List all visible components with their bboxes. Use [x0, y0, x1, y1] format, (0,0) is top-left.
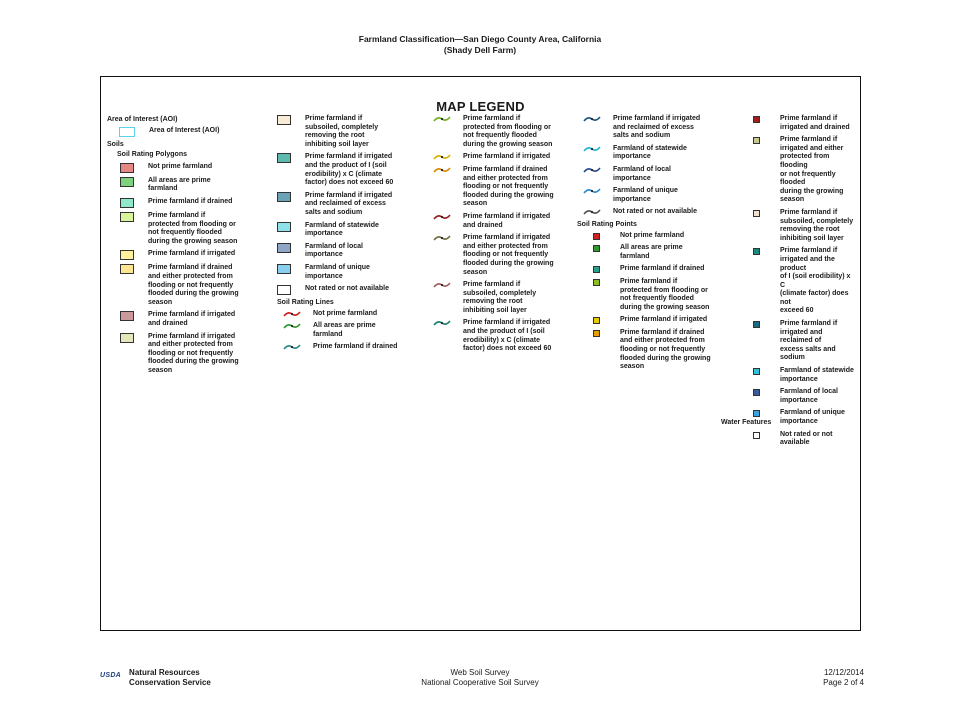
footer-date: 12/12/2014: [823, 668, 864, 677]
point-symbol: [753, 368, 760, 375]
legend-item-polygon-12: [277, 243, 427, 260]
point-symbol: [593, 317, 600, 324]
legend-item-label: Prime farmland if protected from flooding or not frequently flooded during the growing season: [620, 277, 710, 311]
soils-heading: Soils: [107, 140, 124, 148]
legend-item-label: Prime farmland if protected from flooding or not frequently flooded during the growing season: [148, 211, 238, 245]
legend-item-polygon-5: [107, 264, 267, 307]
legend-item-line-13: [577, 187, 737, 204]
legend-item-label: Prime farmland if irrigated and reclaimed of excess salts and sodium: [305, 191, 393, 216]
legend-item-polygon-1: [107, 177, 267, 194]
legend-item-label: Prime farmland if irrigated and the product of I (soil erodibility) x C (climate factor) does not exceed 60: [463, 319, 552, 353]
point-symbol: [593, 279, 600, 286]
point-symbol: [753, 137, 760, 144]
legend-item-label: Farmland of statewide importance: [780, 367, 854, 383]
legend-item-point-14: [737, 431, 857, 448]
legend-item-label: Farmland of unique importance: [305, 263, 370, 280]
line-symbol: [283, 310, 301, 318]
aoi-heading: Area of Interest (AOI): [107, 116, 178, 123]
legend-item-label: Prime farmland if irrigated: [463, 153, 551, 161]
legend-column-4: [577, 115, 737, 376]
legend-item-line-4: [427, 153, 577, 162]
legend-column-2: [277, 115, 427, 356]
legend-item-point-11: [737, 367, 857, 384]
line-symbol: [283, 322, 301, 330]
polygon-swatch: [277, 243, 291, 253]
document-header: [0, 34, 960, 56]
legend-item-polygon-7: [107, 333, 267, 376]
line-symbol: [433, 213, 451, 221]
legend-item-point-5: [577, 329, 737, 372]
point-symbol: [753, 389, 760, 396]
legend-item-line-7: [427, 234, 577, 277]
legend-item-label: Prime farmland if drained and either protected from flooding or not frequently flooded during the growing season: [463, 165, 554, 208]
legend-item-line-0: [277, 310, 427, 319]
polygon-swatch: [277, 115, 291, 125]
legend-item-label: Farmland of statewide importance: [305, 221, 379, 238]
footer-center: [0, 668, 960, 688]
point-symbol: [753, 210, 760, 217]
polygon-swatch: [277, 264, 291, 274]
line-symbol: [583, 145, 601, 153]
agency-line-1: Natural Resources: [129, 668, 200, 677]
legend-item-point-12: [737, 388, 857, 405]
legend-item-label: Prime farmland if protected from flooding or not frequently flooded during the growing season: [463, 115, 553, 148]
legend-item-label: Prime farmland if irrigated and drained: [148, 311, 236, 327]
legend-item-polygon-14: [277, 285, 427, 295]
legend-item-label: All areas are prime farmland: [148, 176, 211, 193]
footer-page: Page 2 of 4: [823, 678, 864, 687]
legend-item-point-8: [737, 209, 857, 243]
legend-frame: [100, 76, 861, 631]
legend-item-label: Prime farmland if subsoiled, completely removing the root inhibiting soil layer: [305, 115, 379, 148]
legend-item-label: Prime farmland if irrigated and either protected from flooding or not frequently flooded during the growing season: [463, 234, 554, 276]
point-symbol: [753, 432, 760, 439]
legend-title: MAP LEGEND: [436, 99, 525, 114]
legend-item-label: All areas are prime farmland: [313, 322, 376, 338]
points-heading: Soil Rating Points: [577, 220, 637, 228]
agency-line-2: Conservation Service: [129, 678, 211, 687]
legend-item-label: All areas are prime farmland: [620, 244, 683, 260]
aoi-label: Area of Interest (AOI): [149, 126, 220, 134]
legend-item-label: Not rated or not available: [305, 285, 390, 293]
legend-item-label: Prime farmland if irrigated: [620, 316, 708, 324]
legend-item-polygon-0: [107, 163, 267, 173]
polygon-swatch: [120, 311, 134, 321]
legend-item-polygon-3: [107, 212, 267, 246]
legend-item-line-12: [577, 166, 737, 183]
document-subtitle: (Shady Dell Farm): [443, 45, 517, 55]
legend-item-polygon-11: [277, 222, 427, 239]
line-symbol: [433, 166, 451, 174]
legend-item-label: Not prime farmland: [313, 309, 378, 317]
legend-item-label: Prime farmland if irrigated and reclaimed of excess salts and sodium: [780, 320, 838, 362]
legend-item-label: Not rated or not available: [780, 430, 833, 447]
legend-item-line-14: [577, 208, 737, 217]
legend-item-label: Not prime farmland: [620, 231, 685, 239]
line-symbol: [433, 153, 451, 161]
legend-item-label: Farmland of local importance: [613, 165, 671, 182]
legend-item-aoi: [107, 127, 267, 137]
legend-item-point-1: [577, 244, 737, 261]
point-symbol: [753, 116, 760, 123]
polygon-swatch: [120, 250, 134, 260]
legend-item-line-5: [427, 166, 577, 209]
legend-item-label: Prime farmland if irrigated and either protected from flooding or not frequently flooded during the growing season: [148, 332, 239, 374]
footer-center-line-1: Web Soil Survey: [450, 668, 510, 677]
polygon-swatch: [277, 192, 291, 202]
polygon-swatch: [277, 222, 291, 232]
point-symbol: [753, 321, 760, 328]
legend-item-polygon-13: [277, 264, 427, 281]
legend-item-label: Prime farmland if irrigated and reclaimed of excess salts and sodium: [613, 115, 701, 140]
legend-column-5: [737, 115, 857, 452]
polygon-swatch: [120, 212, 134, 222]
legend-item-point-2: [577, 265, 737, 274]
point-symbol: [753, 248, 760, 255]
line-symbol: [433, 319, 451, 327]
legend-item-polygon-2: [107, 198, 267, 208]
polygons-heading: Soil Rating Polygons: [117, 151, 188, 159]
legend-item-point-10: [737, 320, 857, 363]
legend-item-line-1: [277, 322, 427, 339]
polygon-swatch: [120, 163, 134, 173]
legend-item-point-4: [577, 316, 737, 325]
legend-item-label: Prime farmland if irrigated and either protected from flooding or not frequently flooded during the growing season: [780, 136, 844, 204]
legend-item-label: Prime farmland if drained: [620, 265, 705, 273]
legend-item-label: Prime farmland if irrigated and drained: [780, 115, 850, 131]
point-symbol: [593, 266, 600, 273]
legend-item-line-3: [427, 115, 577, 149]
footer-right: [823, 668, 864, 688]
legend-item-point-3: [577, 278, 737, 312]
water-features-heading: Water Features: [721, 419, 772, 426]
legend-item-polygon-8: [277, 115, 427, 149]
legend-item-polygon-9: [277, 153, 427, 187]
legend-item-label: Farmland of unique importance: [613, 187, 678, 203]
legend-item-label: Prime farmland if subsoiled, completely removing the root inhibiting soil layer: [780, 208, 854, 242]
legend-column-1: [107, 115, 267, 379]
line-symbol: [433, 281, 451, 289]
legend-item-label: Farmland of local importance: [780, 388, 838, 404]
polygon-swatch: [120, 264, 134, 274]
legend-item-label: Prime farmland if drained: [313, 343, 398, 351]
polygon-swatch: [120, 198, 134, 208]
legend-item-label: Not rated or not available: [613, 208, 698, 216]
legend-item-label: Prime farmland if irrigated and the product of I (soil erodibility) x C (climate factor) does not exceed 60: [780, 247, 851, 315]
usda-logo: USDA: [100, 672, 122, 679]
legend-item-label: Farmland of statewide importance: [613, 144, 687, 161]
legend-item-label: Prime farmland if irrigated: [148, 250, 236, 258]
polygon-swatch: [277, 285, 291, 295]
legend-item-point-9: [737, 247, 857, 316]
point-symbol: [593, 245, 600, 252]
legend-item-label: Prime farmland if drained: [148, 197, 233, 205]
legend-item-line-8: [427, 281, 577, 315]
line-symbol: [583, 187, 601, 195]
legend-item-label: Not prime farmland: [148, 162, 213, 170]
legend-item-line-2: [277, 343, 427, 352]
line-symbol: [583, 208, 601, 216]
polygon-swatch: [120, 333, 134, 343]
line-symbol: [283, 343, 301, 351]
polygon-swatch: [277, 153, 291, 163]
line-symbol: [583, 115, 601, 123]
legend-item-point-7: [737, 136, 857, 205]
legend-item-label: Prime farmland if irrigated and drained: [463, 212, 551, 229]
legend-item-label: Prime farmland if drained and either protected from flooding or not frequently flooded during the growing season: [620, 328, 711, 371]
legend-item-line-10: [577, 115, 737, 141]
legend-item-line-11: [577, 145, 737, 162]
point-symbol: [593, 330, 600, 337]
legend-item-label: Farmland of local importance: [305, 242, 363, 259]
legend-item-line-6: [427, 213, 577, 230]
document-title: Farmland Classification—San Diego County Area, California: [358, 34, 602, 44]
legend-item-polygon-4: [107, 250, 267, 260]
legend-item-polygon-10: [277, 192, 427, 218]
line-symbol: [433, 115, 451, 123]
aoi-symbol: [119, 127, 135, 137]
legend-item-polygon-6: [107, 311, 267, 328]
lines-heading: Soil Rating Lines: [277, 299, 334, 307]
line-symbol: [433, 234, 451, 242]
legend-item-line-9: [427, 319, 577, 353]
legend-column-3: [427, 115, 577, 358]
legend-item-label: Prime farmland if subsoiled, completely removing the root inhibiting soil layer: [463, 281, 537, 314]
footer-center-line-2: National Cooperative Soil Survey: [421, 678, 539, 687]
line-symbol: [583, 166, 601, 174]
legend-item-label: Prime farmland if irrigated and the product of I (soil erodibility) x C (climate factor) does not exceed 60: [305, 153, 394, 187]
legend-item-point-6: [737, 115, 857, 132]
legend-item-label: Farmland of unique importance: [780, 409, 845, 425]
legend-item-point-0: [577, 232, 737, 241]
point-symbol: [753, 410, 760, 417]
legend-item-label: Prime farmland if drained and either protected from flooding or not frequently flooded during the growing season: [148, 264, 239, 306]
polygon-swatch: [120, 177, 134, 187]
point-symbol: [593, 233, 600, 240]
